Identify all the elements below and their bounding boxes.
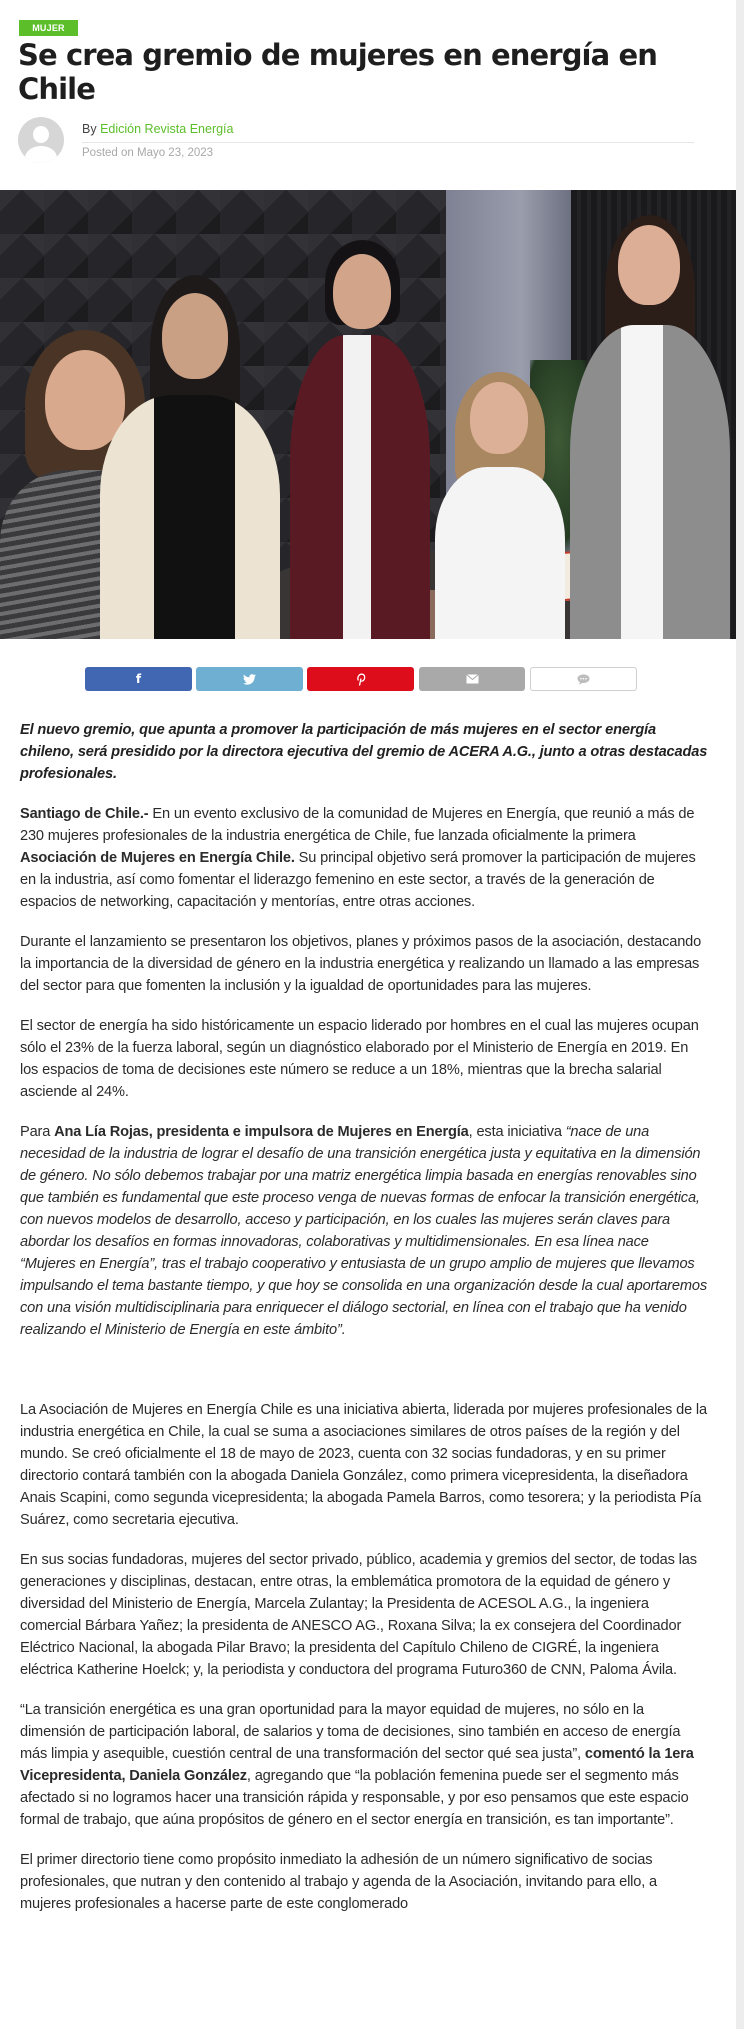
- byline: [82, 122, 233, 136]
- person-2: [100, 275, 280, 639]
- meta-divider: [82, 142, 694, 143]
- paragraph-6: En sus socias fundadoras, mujeres del sector privado, público, academia y gremios del sector, de todas las generaciones y disciplinas, destacan, entre otras, la emblemática promotora de la equidad de género y diversidad del Ministerio de Energía, Marcela Zulantay; la Presidenta de ACESOL A.G., la ingeniera comercial Bárbara Yañez; la presidenta de ANESCO AG., Roxana Silva; la ex consejera del Coordinador Eléctrico Nacional, la abogada Pilar Bravo; la presidenta del Capítulo Chileno de CIGRÉ, la ingeniera eléctrica Katherine Hoelck; y, la periodista y conductora del programa Futuro360 de CNN, Paloma Ávila.: [20, 1552, 697, 1678]
- article-lead: El nuevo gremio, que apunta a promover la participación de más mujeres en el sector energía chileno, será presidido por la directora ejecutiva del gremio de ACERA A.G., junto a otras destacadas profesionales.: [20, 722, 708, 782]
- share-pinterest-button[interactable]: [307, 667, 414, 691]
- speaker-name: Ana Lía Rojas, presidenta e impulsora de Mujeres en Energía: [54, 1124, 469, 1140]
- paragraph-1: Santiago de Chile.- En un evento exclusivo de la comunidad de Mujeres en Energía, que reunió a más de 230 mujeres profesionales de la industria energética de Chile, fue lanzada oficialmente la primera Asociación de Mujeres en Energía Chile. Su principal objetivo será promover la participación de mujeres en la industria, así como fomentar el liderazgo femenino en este sector, a través de la generación de espacios de networking, capacitación y mentorías, entre otras acciones.: [20, 806, 696, 910]
- share-email-button[interactable]: [419, 667, 525, 691]
- empty-paragraph: [20, 1359, 708, 1381]
- byline-prefix: By: [82, 122, 97, 136]
- author-link[interactable]: Edición Revista Energía: [100, 122, 234, 136]
- facebook-icon: f: [135, 672, 142, 686]
- association-name: Asociación de Mujeres en Energía Chile.: [20, 850, 295, 866]
- avatar-head-shape: [33, 126, 49, 143]
- paragraph-7: “La transición energética es una gran oportunidad para la mayor equidad de mujeres, no sólo en la dimensión de participación laboral, de salarios y toma de decisiones, sino también en acceso de energía más limpia y asequible, cuestión central de una transformación del sector qué sea justa”, comentó la 1era Vicepresidenta, Daniela González, agregando que “la población femenina puede ser el segmento más afectado si no logramos hacer una transición rápida y responsable, y por eso pensamos que este espacio formal de trabajo, que aúna propósitos de género en el sector energía en transición, es tan importante”.: [20, 1702, 694, 1828]
- featured-image: [0, 190, 736, 639]
- avatar-body-shape: [25, 146, 57, 163]
- pinterest-icon: [356, 673, 366, 686]
- paragraph-8: El primer directorio tiene como propósito inmediato la adhesión de un número significativo de socias profesionales, que nutran y den contenido al trabajo y agenda de la Asociación, invitando para ello, a mujeres profesionales a hacerse parte de este conglomerado: [20, 1852, 658, 1912]
- speech-bubble-icon: [577, 674, 590, 685]
- article-title: Se crea gremio de mujeres en energía en Chile: [18, 38, 657, 106]
- speaker-attribution: comentó la 1era Vicepresidenta, Daniela González: [20, 1746, 694, 1784]
- envelope-icon: [466, 674, 479, 684]
- paragraph-2: Durante el lanzamiento se presentaron los objetivos, planes y próximos pasos de la asociación, destacando la importancia de la diversidad de género en la industria energética y realizando un llamado a las empresas del sector para que fomenten la inclusión y la igualdad de oportunidades para las mujeres.: [20, 934, 702, 994]
- paragraph-3: El sector de energía ha sido históricamente un espacio liderado por hombres en el cual las mujeres ocupan sólo el 23% de la fuerza laboral, según un diagnóstico elaborado por el Ministerio de Energía en 2019. En los espacios de toma de decisiones este número se reduce a un 18%, mientras que la brecha salarial asciende al 24%.: [20, 1018, 699, 1100]
- paragraph-5: La Asociación de Mujeres en Energía Chile es una iniciativa abierta, liderada por mujeres profesionales de la industria energética en Chile, la cual se suma a asociaciones similares de otros países de la región y del mundo. Se creó oficialmente el 18 de mayo de 2023, cuenta con 32 socias fundadoras, y en su primer directorio contará también con la abogada Daniela González, como primera vicepresidenta, la diseñadora Anais Scapini, como segunda vicepresidenta; la abogada Pamela Barros, como tesorera; y la periodista Pía Suárez, como secretaria ejecutiva.: [20, 1402, 707, 1528]
- person-4: [435, 372, 565, 639]
- category-badge[interactable]: MUJER: [19, 20, 78, 36]
- person-3: [285, 240, 435, 639]
- article-body: [20, 719, 708, 1933]
- quote: “nace de una necesidad de la industria de lograr el desafío de una transición energética justa y equitativa en la dimensión de género. No sólo debemos trabajar por una matriz energética limpia basada en energías renovables sino que también es fundamental que este proceso venga de nuevas formas de enfocar la transición energética, con nuevos modelos de desarrollo, acceso y participación, en los cuales las mujeres serán claves para abordar los desafíos en formas innovadoras, colaborativas y multidimensionales. En esa línea nace “Mujeres en Energía”, tras el trabajo cooperativo y entusiasta de un grupo amplio de mujeres que llevamos impulsando el tema bastante tiempo, y que hoy se consolida en una organización desde la cual aportaremos con una visión multidisciplinaria para enriquecer el diálogo sectorial, en línea con el trabajo que ha venido realizando el Ministerio de Energía en este ámbito”.: [20, 1124, 707, 1338]
- share-twitter-button[interactable]: [196, 667, 303, 691]
- author-avatar[interactable]: [18, 117, 64, 163]
- paragraph-4: Para Ana Lía Rojas, presidenta e impulsora de Mujeres en Energía, esta iniciativa “nace de una necesidad de la industria de lograr el desafío de una transición energética justa y equitativa en la dimensión de género. No sólo debemos trabajar por una matriz energética limpia basada en energías renovables sino que también es fundamental que este proceso venga de nuevas formas de enfocar la transición energética, con nuevos modelos de desarrollo, acceso y participación, en los cuales las mujeres serán claves para abordar los desafíos en formas innovadoras, colaborativas y multidimensionales. En esa línea nace “Mujeres en Energía”, tras el trabajo cooperativo y entusiasta de un grupo amplio de mujeres que llevamos impulsando el tema bastante tiempo, y que hoy se consolida en una organización desde la cual aportaremos con una visión multidisciplinaria para enriquecer el diálogo sectorial, en línea con el trabajo que ha venido realizando el Ministerio de Energía en este ámbito”.: [20, 1124, 707, 1338]
- post-date: Posted on Mayo 23, 2023: [82, 147, 214, 159]
- page-scrollbar[interactable]: [736, 0, 744, 2029]
- comment-button[interactable]: [530, 667, 637, 691]
- share-facebook-button[interactable]: [85, 667, 192, 691]
- twitter-icon: [243, 674, 256, 685]
- dateline: Santiago de Chile.-: [20, 806, 149, 822]
- person-5: [570, 215, 730, 639]
